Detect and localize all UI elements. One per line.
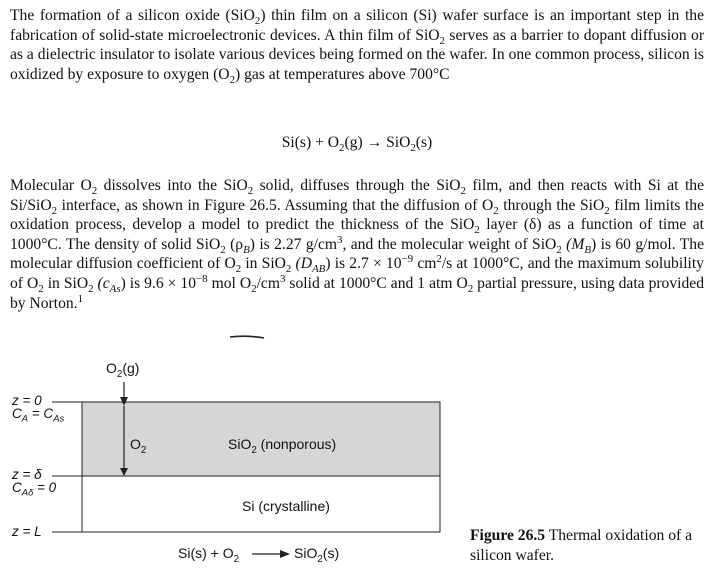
subscript: AB: [312, 263, 326, 276]
subscript: 2: [247, 185, 254, 198]
label-part: O: [130, 436, 141, 452]
subscript: 2: [233, 553, 240, 565]
text-segment: partial pressure, using data provided by Norton.: [10, 274, 705, 312]
subscript: 2: [91, 185, 98, 198]
subscript: B: [243, 243, 250, 256]
subscript: As: [109, 283, 121, 296]
reaction-label-right: [294, 545, 340, 565]
text-segment: ) is 60 g/mol. The molecular diffusion coefficient of O: [10, 235, 704, 273]
text-segment: film limits the oxidation process, develop a model to predict the thickness of the SiO: [10, 196, 704, 234]
text-segment: (D: [291, 255, 313, 273]
subscript: 2: [140, 444, 147, 456]
label-part: = C: [28, 406, 54, 421]
z0-label: z = 0: [12, 393, 42, 408]
label-part: C: [12, 480, 22, 495]
text-segment: film, and then reacts with Si at the Si/SiO: [10, 177, 704, 214]
subscript: B: [584, 243, 591, 256]
subscript: 2: [235, 263, 242, 276]
gas-label: [106, 360, 140, 380]
text-segment: Molecular O: [10, 177, 92, 194]
text-segment: (c: [93, 274, 110, 292]
text-segment: , and the molecular weight of SiO: [342, 235, 557, 253]
label-part: SiO: [294, 545, 318, 561]
caption-text: Thermal oxidation of a silicon wafer.: [470, 527, 693, 564]
text-segment: in SiO: [241, 255, 286, 273]
subscript: 2: [339, 142, 345, 155]
superscript: −8: [196, 272, 208, 285]
zL-label: z = L: [12, 524, 42, 539]
label-part: SiO: [228, 436, 252, 452]
label-part: (s): [322, 545, 340, 561]
text-segment: layer (δ) as a function of time at 1000°C. The density of solid SiO: [10, 216, 704, 253]
label-part: O: [106, 360, 117, 376]
subscript: A: [21, 413, 29, 425]
subscript: 2: [410, 142, 416, 155]
label-part: (g): [122, 360, 140, 376]
text-segment: (M: [561, 235, 585, 253]
subscript: 2: [220, 243, 226, 256]
caption-label: Figure 26.5: [470, 527, 546, 544]
zdelta-label: z = δ: [12, 467, 42, 482]
subscript: 2: [251, 444, 257, 456]
subscript: As: [53, 413, 65, 425]
text-segment: mol O: [207, 274, 252, 292]
subscript: 2: [88, 283, 94, 296]
ca-boundary-label: [12, 406, 65, 425]
subscript: 2: [493, 204, 499, 217]
reaction-label-left: [178, 545, 240, 565]
figure-caption: [470, 526, 710, 566]
subscript: Aδ: [21, 487, 34, 499]
intro-paragraph: [10, 6, 704, 84]
cad-boundary-label: [12, 480, 57, 499]
text-segment: /cm: [256, 274, 280, 292]
superscript: 2: [436, 253, 442, 266]
o2-label: [130, 436, 147, 456]
eq-part: (s): [415, 134, 433, 151]
text-segment: through the SiO: [498, 196, 605, 214]
eq-part: (g) → SiO: [344, 134, 411, 151]
text-segment: ) is 2.27 g/cm: [249, 235, 337, 253]
sio2-label: [228, 436, 337, 456]
superscript: 1: [77, 292, 84, 305]
text-segment: ) is 2.7 × 10: [325, 255, 402, 273]
text-segment: (ρ: [225, 235, 244, 253]
superscript: −9: [401, 253, 414, 266]
subscript: 2: [604, 204, 610, 217]
text-segment: The formation of a silicon oxide (SiO: [10, 7, 255, 24]
text-segment: ) is 9.6 × 10: [120, 274, 196, 292]
subscript: 2: [251, 283, 257, 296]
text-segment: interface, as shown in Figure 26.5. Assuming that the diffusion of O: [57, 196, 494, 214]
superscript: 3: [279, 272, 286, 285]
subscript: 2: [51, 204, 58, 217]
text-segment: serves as a barrier to dopant diffusion or as a dielectric insulator to isolate various devices being formed on the wafer. In one common process, silicon is oxidized by exposure to oxygen (O: [10, 26, 705, 83]
eq-part: Si(s) + O: [281, 134, 340, 151]
text-segment: /s at 1000°C, and the maximum solubility of O: [10, 255, 704, 292]
label-part: (nonporous): [256, 436, 337, 452]
text-segment: in SiO: [43, 274, 89, 292]
subscript: 2: [285, 263, 292, 276]
reaction-arrow-head: [280, 550, 290, 558]
subscript: 2: [38, 283, 44, 296]
label-part: = 0: [33, 480, 57, 495]
subscript: 2: [317, 553, 323, 565]
text-segment: ) gas at temperatures above 700°C: [235, 65, 450, 83]
subscript: 2: [474, 224, 480, 237]
superscript: 3: [337, 233, 343, 246]
text-segment: solid at 1000°C and 1 atm O: [285, 274, 468, 292]
si-label: Si (crystalline): [242, 498, 330, 514]
subscript: 2: [439, 34, 445, 47]
label-part: C: [12, 406, 22, 421]
problem-paragraph: [10, 176, 704, 313]
subscript: 2: [556, 243, 562, 256]
subscript: 2: [254, 15, 261, 28]
subscript: 2: [467, 283, 474, 296]
text-segment: cm: [413, 255, 437, 273]
label-part: Si(s) + O: [178, 545, 234, 561]
subscript: 2: [116, 368, 123, 380]
text-segment: ) thin film on a silicon (Si) wafer surface is an important step in the fabrication of solid-state microelectronic devices. A thin film of SiO: [10, 7, 704, 44]
text-segment: dissolves into the SiO: [97, 177, 248, 194]
reaction-equation: [0, 134, 714, 155]
subscript: 2: [229, 73, 236, 86]
subscript: 2: [460, 185, 466, 198]
text-segment: solid, diffuses through the SiO: [253, 177, 461, 194]
